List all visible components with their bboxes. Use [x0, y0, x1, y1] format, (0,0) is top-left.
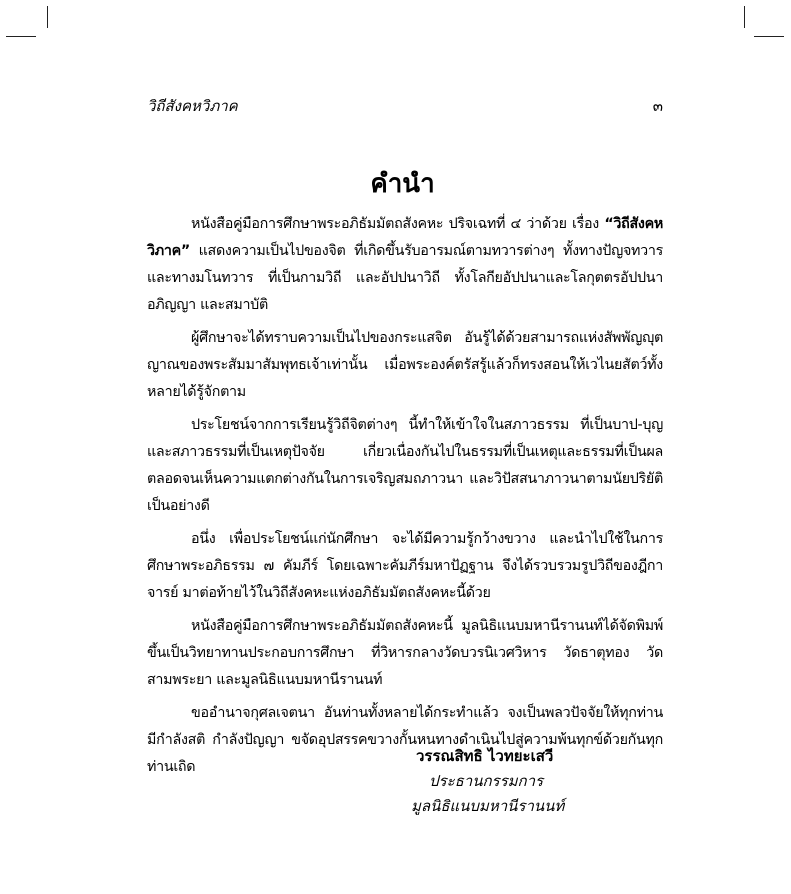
paragraph-1-rest: แสดงความเป็นไปของจิต ที่เกิดขึ้นรับอารมณ์ตามทวารต่างๆ ทั้งทางปัญจทวาร และทางมโนทวาร ที่เป็นกามวิถี และอัปปนาวิถี ทั้งโลกียอัปปนาและโลกุตตรอัปปนา อภิญญา และสมาบัติ [147, 243, 663, 313]
running-title: วิถีสังคหวิภาค [147, 97, 238, 115]
paragraph-6: ขออำนาจกุศลเจตนา อันท่านทั้งหลายได้กระทำแล้ว จงเป็นพลวปัจจัยให้ทุกท่าน มีกำลังสติ กำลังปัญญา ขจัดอุปสรรคขวางกั้นหนทางดำเนินไปสู่ความพ้นทุกข์ด้วยกันทุกท่านเถิด [147, 705, 663, 775]
paragraph-1 [147, 211, 663, 319]
paragraph-5: หนังสือคู่มือการศึกษาพระอภิธัมมัตถสังคหะนี้ มูลนิธิแนบมหานีรานนท์ได้จัดพิมพ์ขึ้นเป็นวิทยาทานประกอบการศึกษา ที่วิหารกลางวัดบวรนิเวศวิหาร วัดธาตุทอง วัดสามพระยา และมูลนิธิแนบมหานีรานนท์ [147, 618, 663, 688]
signatory-name: วรรณสิทธิ ไวทยะเสวี [416, 747, 554, 765]
paragraph-3: ประโยชน์จากการเรียนรู้วิถีจิตต่างๆ นี้ทำให้เข้าใจในสภาวธรรม ที่เป็นบาป-บุญ และสภาวธรรมที่เป็นเหตุปัจจัย เกี่ยวเนื่องกันไปในธรรมที่เป็นเหตุและธรรมที่เป็นผล ตลอดจนเห็นความแตกต่างกันในการเจริญสมถภาวนา และวิปัสสนาภาวนาตามนัยปริยัติเป็นอย่างดี [147, 417, 663, 514]
paragraph-1-bold-title: “วิถีสังคหวิภาค” [147, 216, 663, 259]
crop-mark-top-right-horizontal [754, 36, 784, 37]
body-text [147, 211, 663, 787]
signatory-organization: มูลนิธิแนบมหานีรานนท์ [411, 797, 565, 815]
paragraph-1-intro: หนังสือคู่มือการศึกษาพระอภิธัมมัตถสังคหะ ปริจเฉทที่ ๔ ว่าด้วย เรื่อง [191, 216, 605, 232]
paragraph-4: อนึ่ง เพื่อประโยชน์แก่นักศึกษา จะได้มีความรู้กว้างขวาง และนำไปใช้ในการศึกษาพระอภิธรรม ๗ คัมภีร์ โดยเฉพาะคัมภีร์มหาปัฏฐาน จึงได้รวบรวมรูปวิถีของฎีกาจารย์ มาต่อท้ายไว้ในวิถีสังคหะแห่งอภิธัมมัตถสังคหะนี้ด้วย [147, 531, 663, 601]
page-title: คำนำ [370, 169, 435, 199]
page-number: ๓ [652, 97, 663, 115]
crop-mark-top-left-vertical [47, 6, 48, 28]
signatory-role: ประธานกรรมการ [429, 772, 544, 790]
crop-mark-top-left-horizontal [6, 36, 36, 37]
paragraph-2: ผู้ศึกษาจะได้ทราบความเป็นไปของกระแสจิต อันรู้ได้ด้วยสามารถแห่งสัพพัญญุตญาณของพระสัมมาสัมพุทธเจ้าเท่านั้น เมื่อพระองค์ตรัสรู้แล้วก็ทรงสอนให้เวไนยสัตว์ทั้งหลายได้รู้จักตาม [147, 330, 663, 400]
crop-mark-top-right-vertical [744, 6, 745, 28]
